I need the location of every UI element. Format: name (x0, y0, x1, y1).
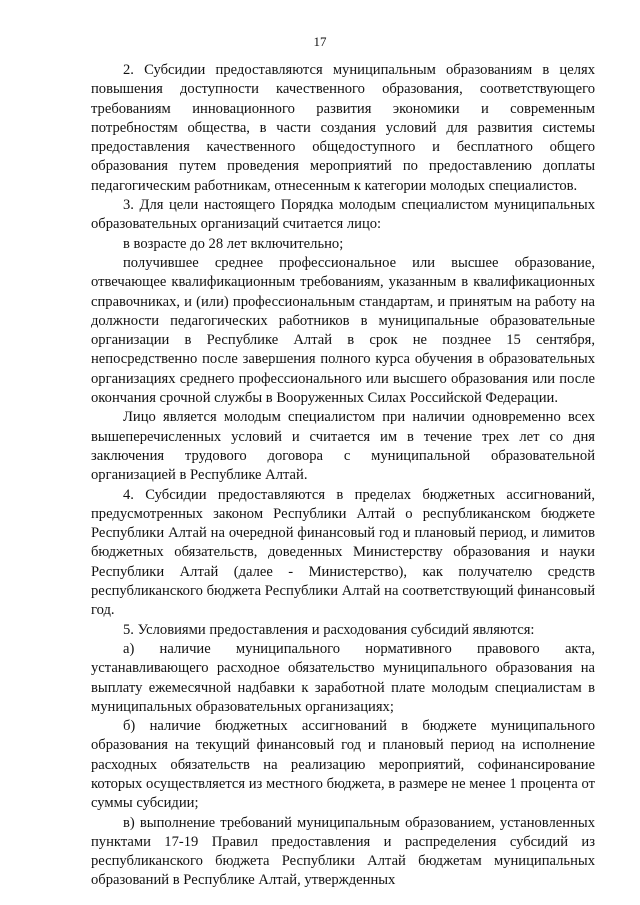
paragraph-age-condition: в возрасте до 28 лет включительно; (123, 235, 344, 252)
paragraph-condition-a: а) наличие муниципального нормативного правового акта, устанавливающего расходное обязательство муниципального образования на выплату ежемесячной надбавки к заработной плате молодым специалистам в муниципальных образовательных организациях; (91, 640, 595, 715)
paragraph-status-duration: Лицо является молодым специалистом при наличии одновременно всех вышеперечисленных условий и считается им в течение трех лет со дня заключения трудового договора с муниципальной образовательной организацией в Республике Алтай. (91, 409, 595, 484)
paragraph-4-budget: 4. Субсидии предоставляются в пределах бюджетных ассигнований, предусмотренных законом Республики Алтай о республиканском бюджете Республики Алтай на очередной финансовый год и плановый период, и лимитов бюджетных обязательств, доведенных Министерству образования и науки Республики Алтай (далее - Министерство), как получателю средств республиканского бюджета Республики Алтай на соответствующий финансовый год. (91, 486, 595, 619)
paragraph-education-condition: получившее среднее профессиональное или высшее образование, отвечающее квалификационным требованиям, указанным в квалификационных справочниках, и (или) профессиональным стандартам, и принятым на работу на должности педагогических работников в муниципальные образовательные организации в Республике Алтай в срок не позднее 15 сентября, непосредственно после завершения полного курса обучения в образовательных организациях среднего профессионального или высшего образования или после окончания срочной службы в Вооруженных Силах Российской Федерации. (91, 254, 595, 407)
paragraph-3-definition: 3. Для цели настоящего Порядка молодым специалистом муниципальных образовательных организаций считается лицо: (91, 197, 595, 233)
page-number: 17 (313, 34, 327, 49)
paragraph-condition-c: в) выполнение требований муниципальным образованием, установленных пунктами 17-19 Правил предоставления и распределения субсидий из республиканского бюджета Республики Алтай бюджетам муниципальных образований в Республике Алтай, утвержденных (91, 814, 595, 889)
document-body (91, 61, 595, 891)
paragraph-2-purpose: 2. Субсидии предоставляются муниципальным образованиям в целях повышения доступности качественного образования, соответствующего требованиям инновационного развития экономики и современным потребностям общества, в части создания условий для развития системы предоставления качественного общедоступного и бесплатного общего образования путем проведения мероприятий по предоставлению доплаты педагогическим работникам, отнесенным к категории молодых специалистов. (91, 62, 595, 194)
paragraph-condition-b: б) наличие бюджетных ассигнований в бюджете муниципального образования на текущий финансовый год и плановый период на исполнение расходных обязательств на реализацию мероприятий, софинансирование которых осуществляется из местного бюджета, в размере не менее 1 процента от суммы субсидии; (91, 718, 595, 812)
paragraph-5-conditions: 5. Условиями предоставления и расходования субсидий являются: (123, 621, 535, 638)
